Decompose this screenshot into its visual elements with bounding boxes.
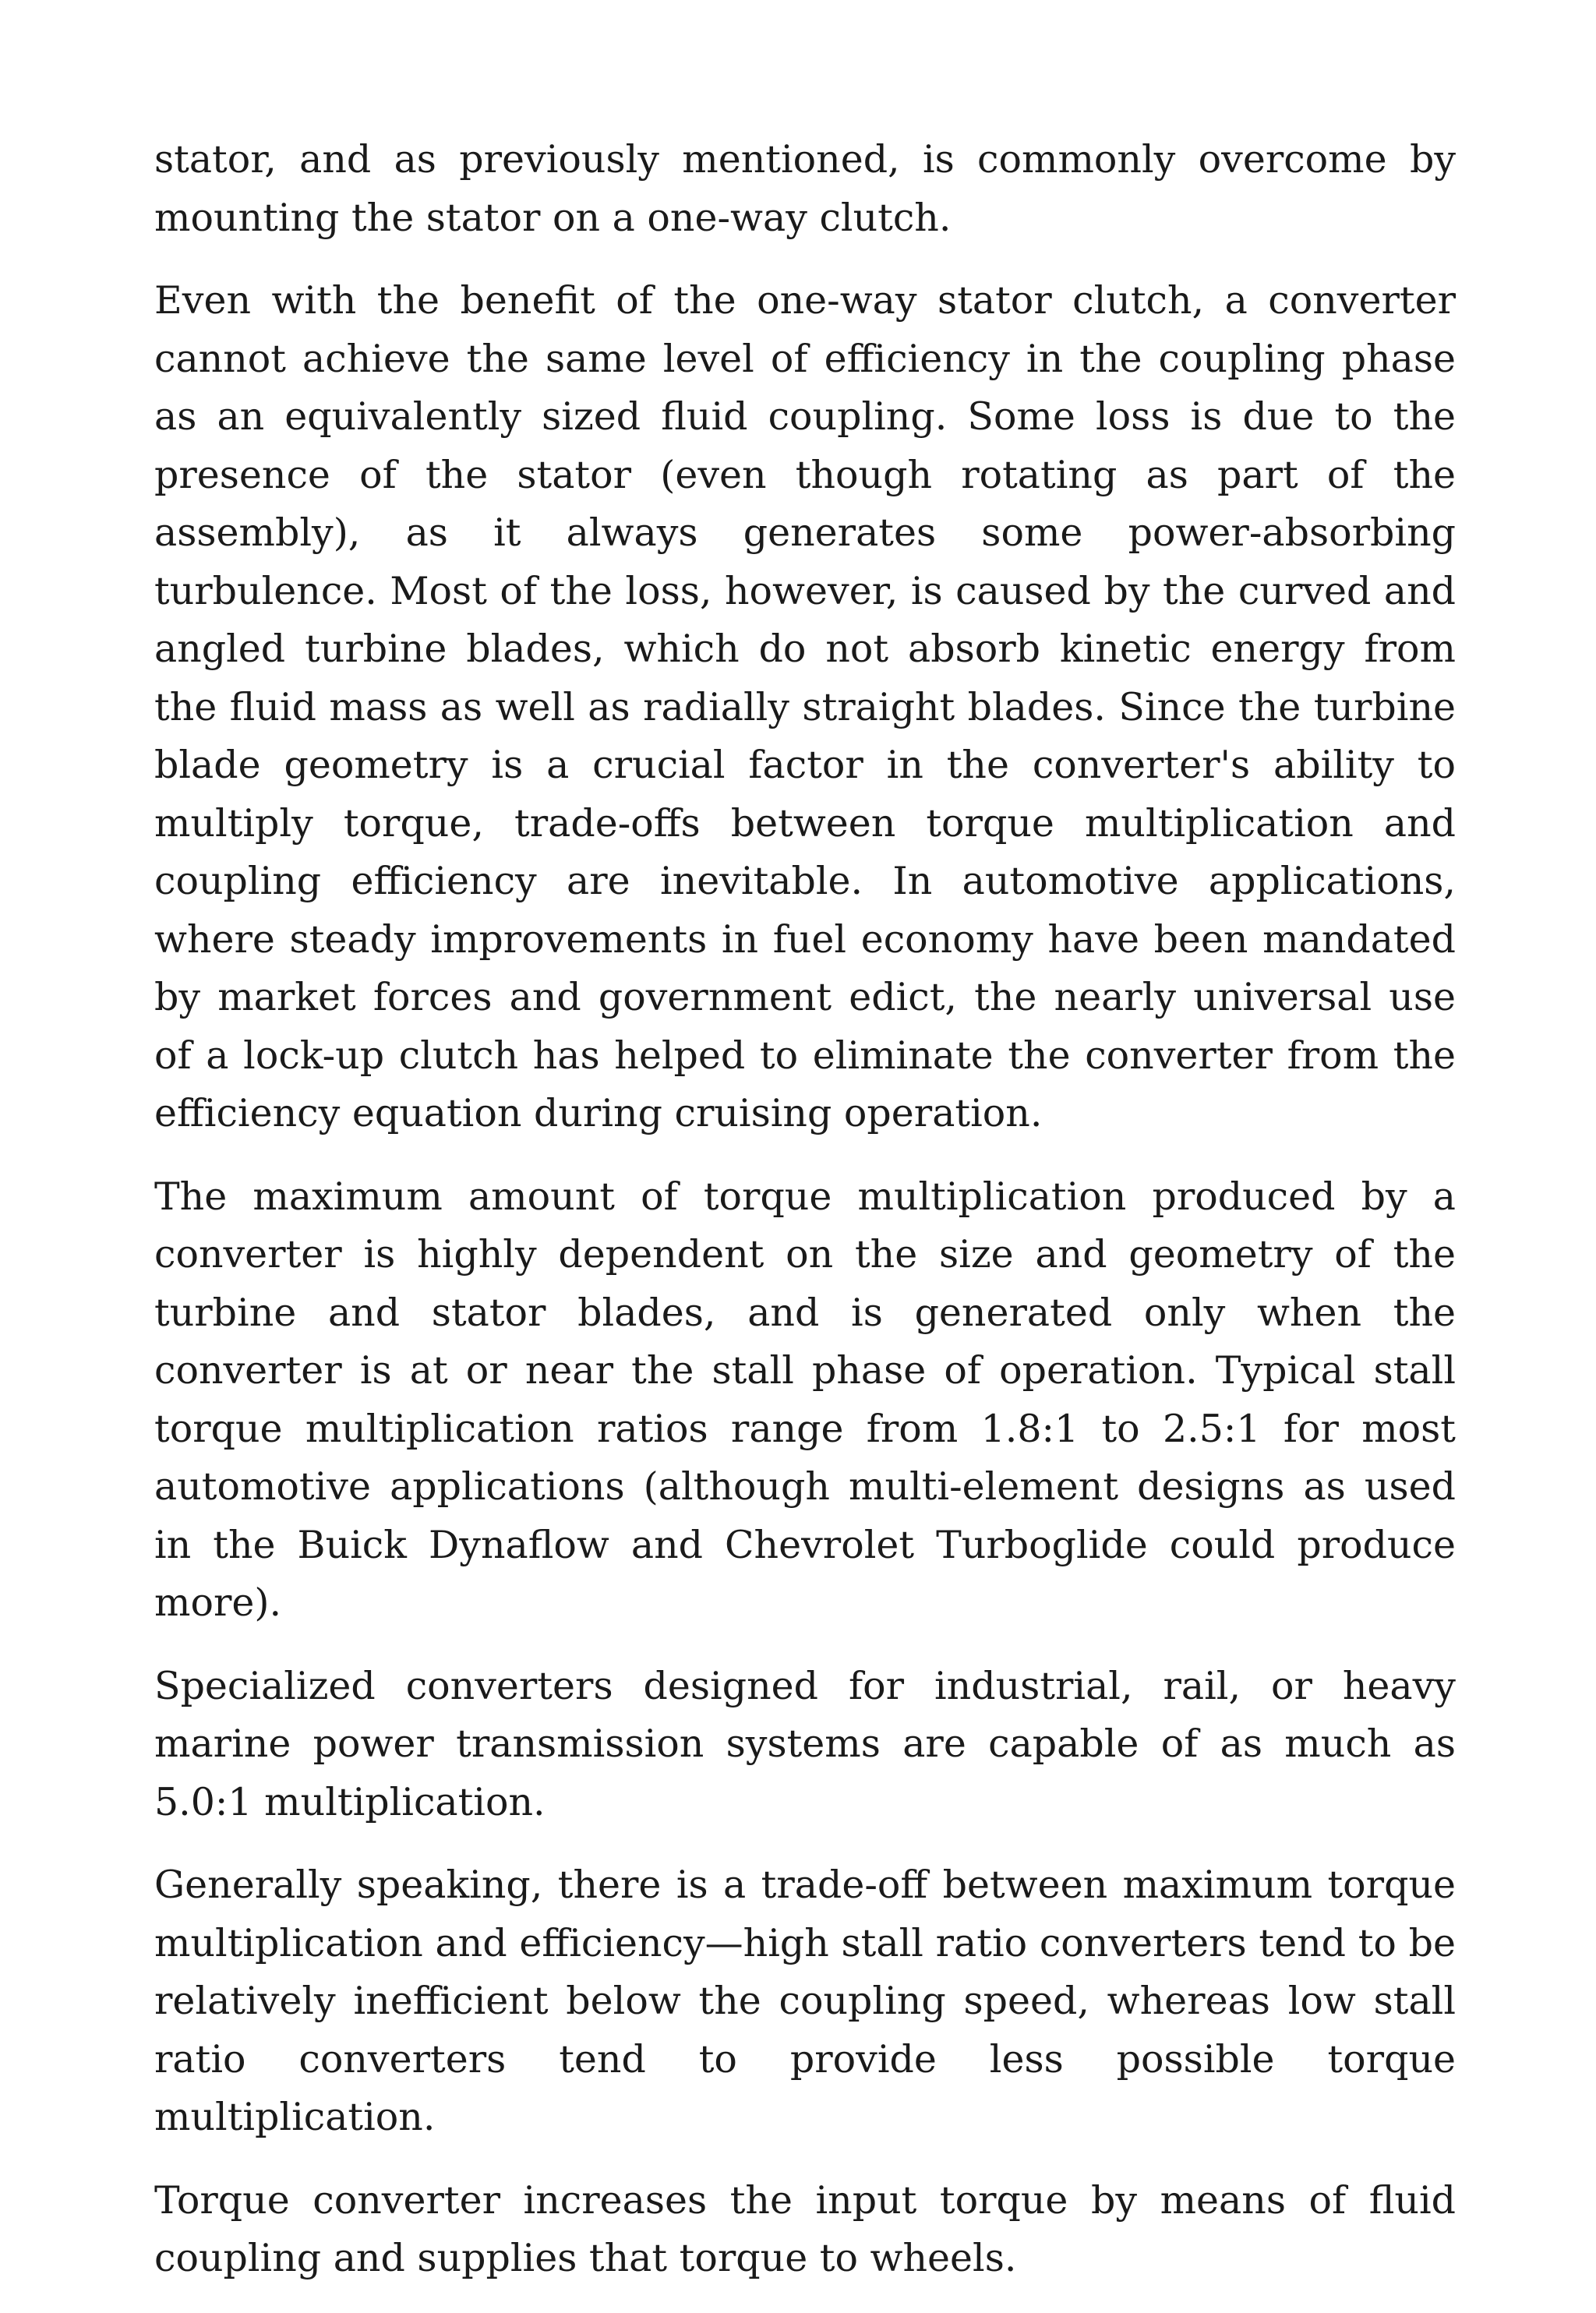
paragraph-specialized-converters: Specialized converters designed for industrial, rail, or heavy marine power transmission systems are capable of as much as 5.0:1 multiplication. bbox=[154, 1663, 1456, 1824]
document-page bbox=[154, 131, 1456, 2313]
paragraph-torque-multiplication: The maximum amount of torque multiplication produced by a converter is highly dependent on the size and geometry of the turbine and stator blades, and is generated only when the converter is at or near the stall phase of operation. Typical stall torque multiplication ratios range from 1.8:1 to 2.5:1 for most automotive applications (although multi-element designs as used in the Buick Dynaflow and Chevrolet Turboglide could produce more). bbox=[154, 1174, 1456, 1625]
paragraph-coupling-efficiency: Even with the benefit of the one-way stator clutch, a converter cannot achieve the same level of efficiency in the coupling phase as an equivalently sized fluid coupling. Some loss is due to the presence of the stator (even though rotating as part of the assembly), as it always generates some power-absorbing turbulence. Most of the loss, however, is caused by the curved and angled turbine blades, which do not absorb kinetic energy from the fluid mass as well as radially straight blades. Since the turbine blade geometry is a crucial factor in the converter's ability to multiply torque, trade-offs between torque multiplication and coupling efficiency are inevitable. In automotive applications, where steady improvements in fuel economy have been mandated by market forces and government edict, the nearly universal use of a lock-up clutch has helped to eliminate the converter from the efficiency equation during cruising operation. bbox=[154, 278, 1456, 1135]
paragraph-input-torque: Torque converter increases the input torque by means of fluid coupling and supplies that torque to wheels. bbox=[154, 2177, 1456, 2280]
paragraph-stator-clutch: stator, and as previously mentioned, is commonly overcome by mounting the stator on a one-way clutch. bbox=[154, 137, 1456, 240]
paragraph-trade-off: Generally speaking, there is a trade-off between maximum torque multiplication and efficiency—high stall ratio converters tend to be relatively inefficient below the coupling speed, whereas low stall ratio converters tend to provide less possible torque multiplication. bbox=[154, 1863, 1456, 2139]
